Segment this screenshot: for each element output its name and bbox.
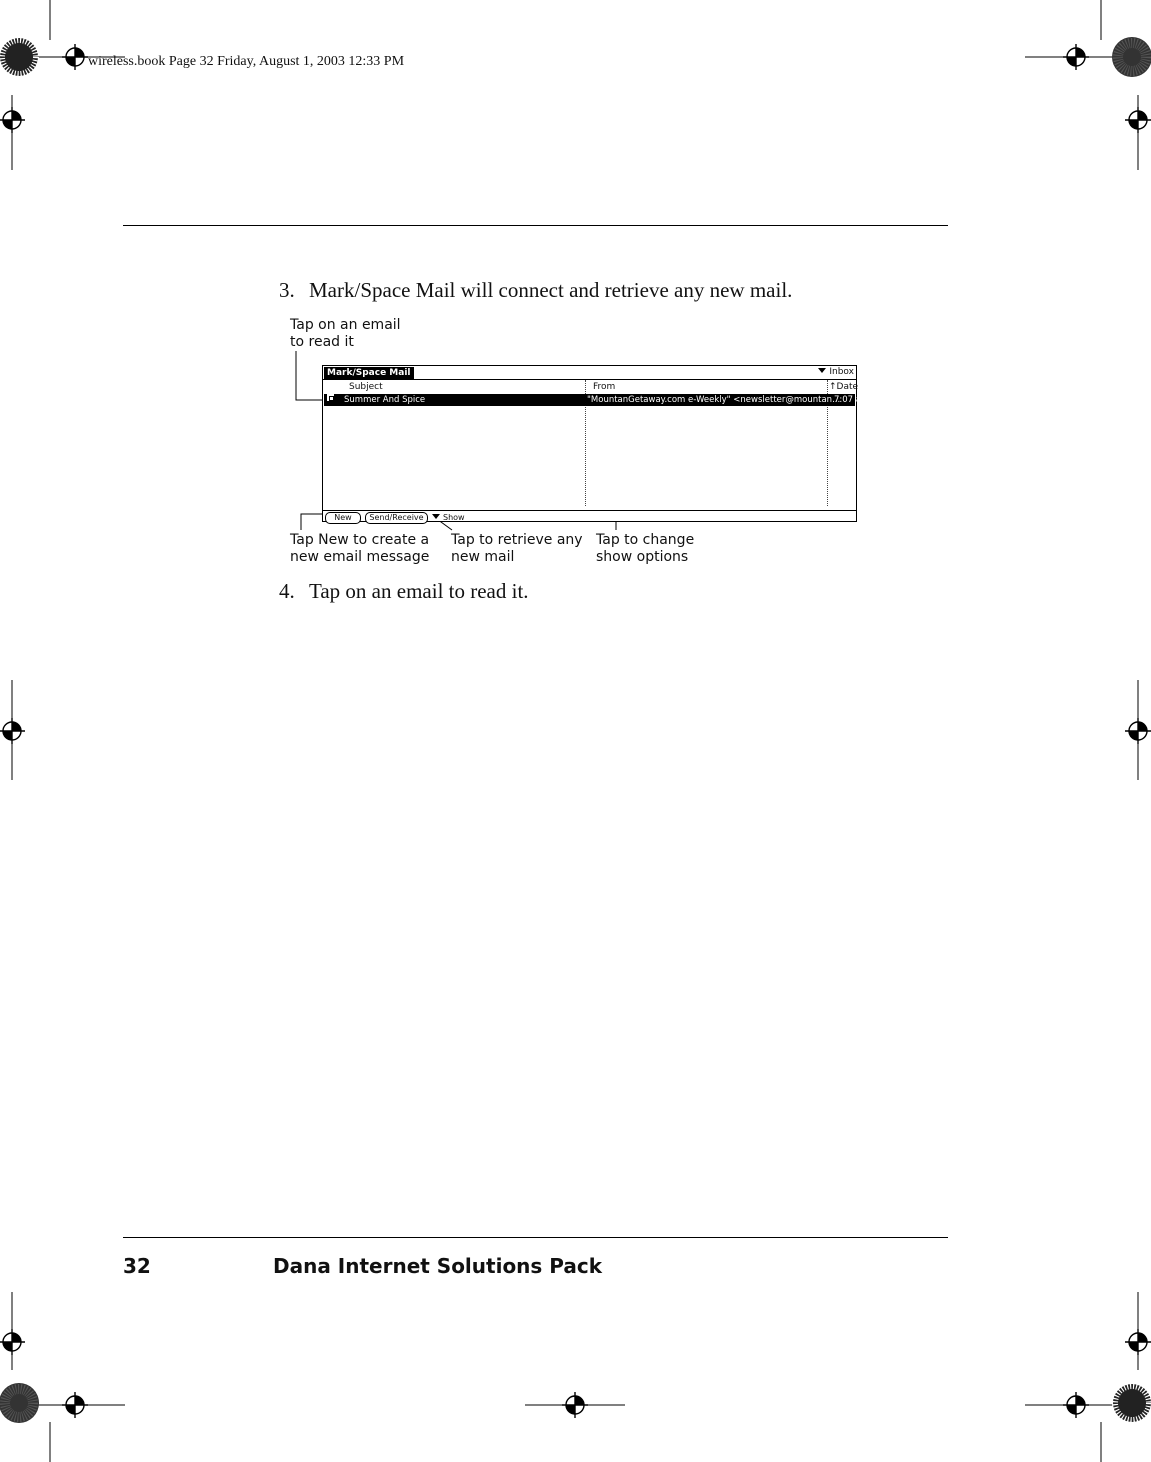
callout-line: Tap on an email bbox=[290, 317, 401, 333]
column-from[interactable]: From bbox=[593, 382, 616, 392]
callout-line: show options bbox=[596, 549, 689, 565]
app-title: Mark/Space Mail bbox=[324, 367, 414, 379]
step-4 bbox=[279, 579, 529, 604]
callout-line: new email message bbox=[290, 549, 430, 565]
mail-app-screenshot bbox=[322, 365, 861, 522]
sort-arrow-icon: ↑ bbox=[829, 382, 837, 392]
printer-header: wireless.book Page 32 Friday, August 1, 2003 12:33 PM bbox=[88, 54, 405, 69]
step-text: Tap on an email to read it. bbox=[309, 579, 529, 603]
send-receive-button[interactable]: Send/Receive bbox=[365, 512, 428, 524]
new-button[interactable]: New bbox=[325, 512, 361, 524]
bottom-divider bbox=[323, 510, 856, 511]
folder-label: Inbox bbox=[829, 367, 854, 377]
message-checkbox[interactable] bbox=[327, 394, 334, 401]
page-number: 32 bbox=[123, 1254, 151, 1278]
message-subject: Summer And Spice bbox=[344, 395, 426, 405]
callout-line: to read it bbox=[290, 334, 354, 350]
dropdown-arrow-icon bbox=[818, 368, 826, 373]
footer-rule bbox=[123, 1237, 948, 1238]
folder-dropdown[interactable] bbox=[818, 366, 854, 379]
message-row[interactable] bbox=[324, 394, 861, 406]
step-number: 4. bbox=[279, 579, 295, 603]
callout-line: new mail bbox=[451, 549, 515, 565]
book-title: Dana Internet Solutions Pack bbox=[273, 1254, 603, 1278]
callout-line: Tap to retrieve any bbox=[451, 532, 583, 548]
show-label: Show bbox=[443, 513, 465, 522]
callout-line: Tap to change bbox=[596, 532, 695, 548]
step-text: Mark/Space Mail will connect and retrieve any new mail. bbox=[309, 278, 793, 302]
title-divider bbox=[323, 379, 856, 380]
column-date-label: Date bbox=[836, 382, 859, 392]
message-from: "MountanGetaway.com e-Weekly" <newsletter@mountan... bbox=[587, 395, 841, 405]
step-number: 3. bbox=[279, 278, 295, 302]
column-date[interactable] bbox=[829, 382, 858, 392]
dropdown-arrow-icon bbox=[432, 514, 440, 519]
callout-line: Tap New to create a bbox=[290, 532, 430, 548]
column-subject[interactable]: Subject bbox=[349, 382, 383, 392]
show-dropdown[interactable] bbox=[432, 513, 465, 523]
message-date: 7:07 a bbox=[834, 395, 861, 405]
